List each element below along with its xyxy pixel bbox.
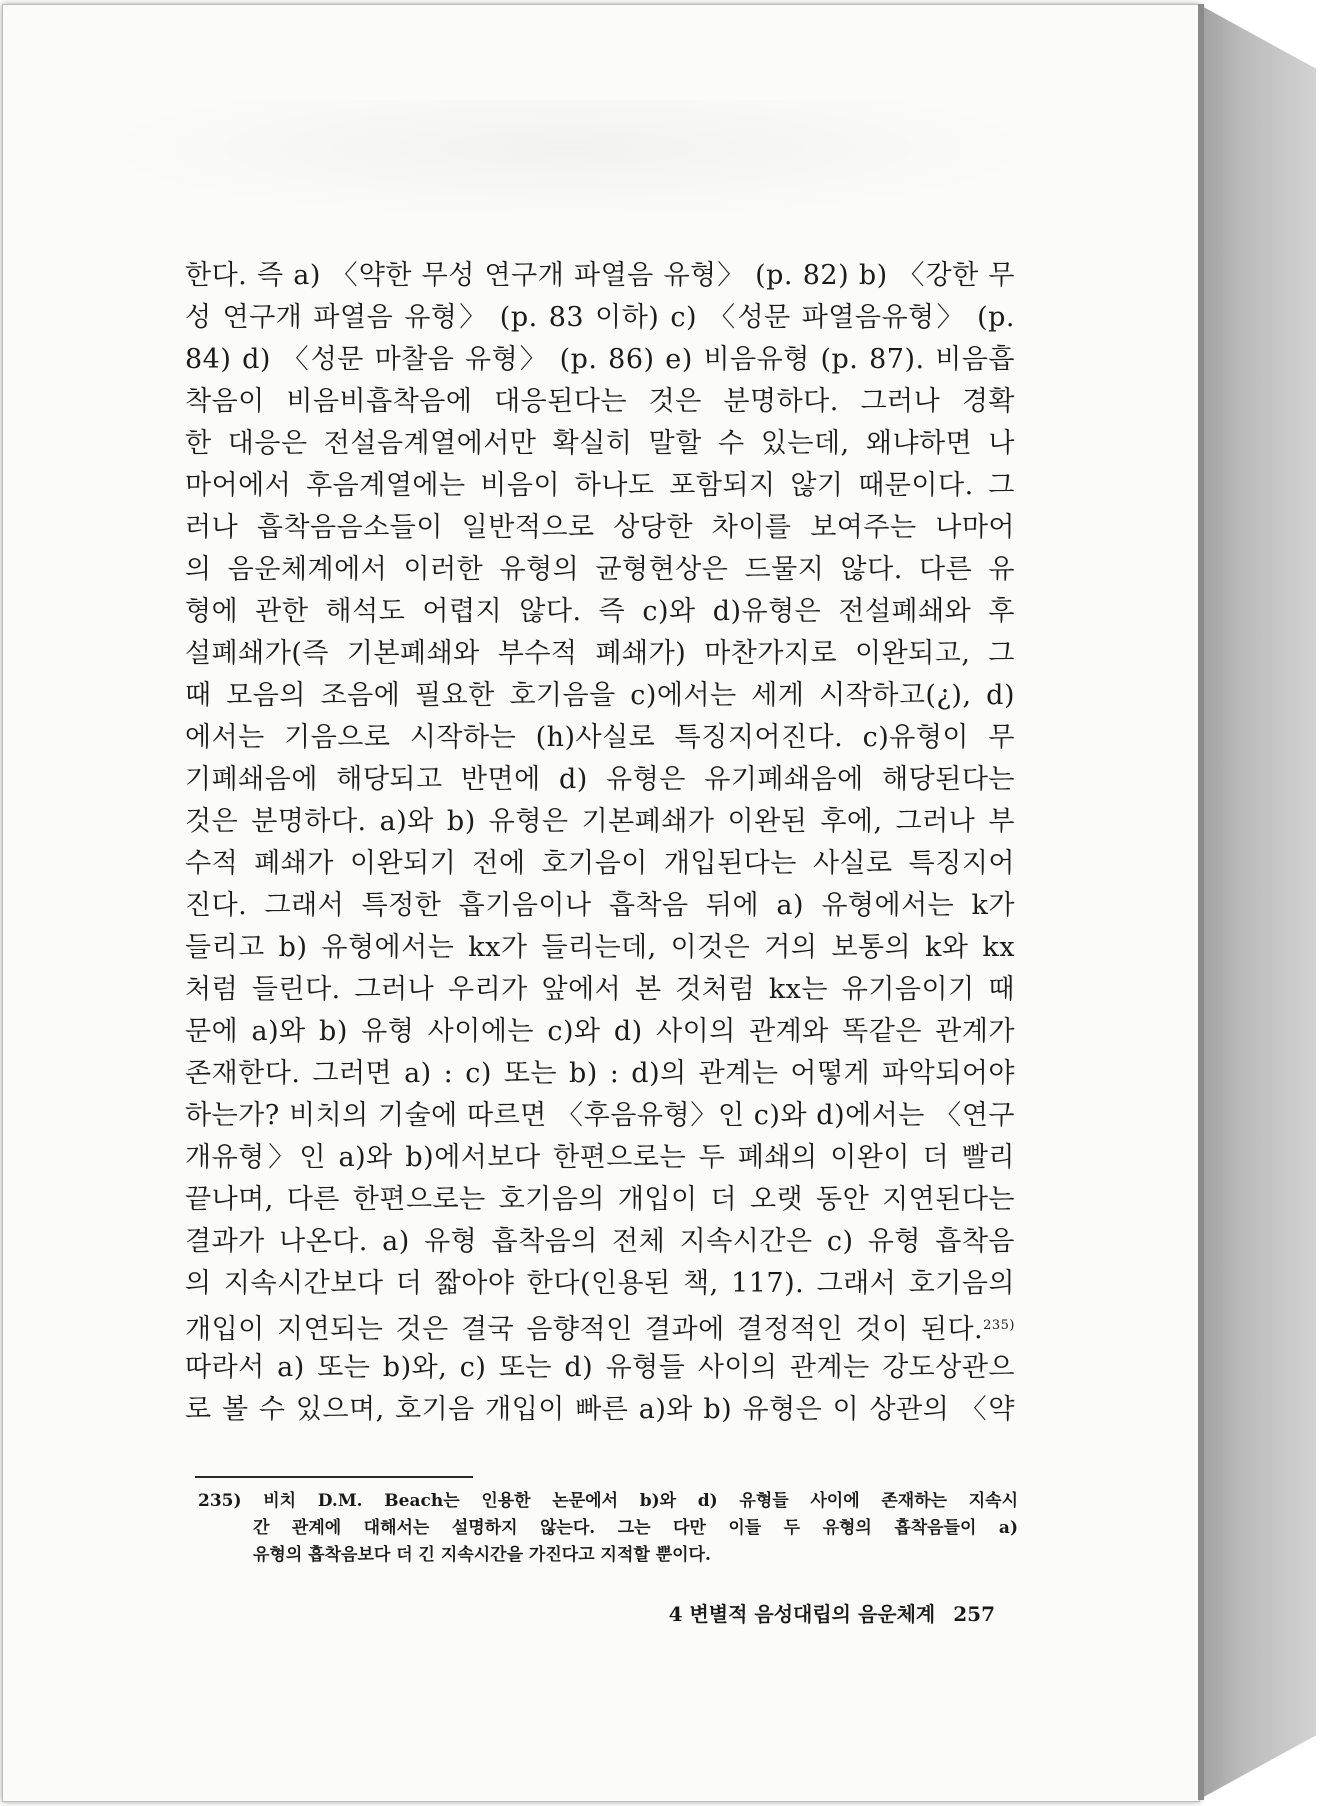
text-line: 러나 흡착음음소들이 일반적으로 상당한 차이를 보여주는 나마어 — [185, 512, 1015, 543]
text-line: 한 대응은 전설음계열에서만 확실히 말할 수 있는데, 왜냐하면 나 — [185, 428, 1015, 459]
text-line: 로 볼 수 있으며, 호기음 개입이 빠른 a)와 b) 유형은 이 상관의 〈약 — [185, 1394, 1015, 1425]
text-line: 들리고 b) 유형에서는 kx가 들리는데, 이것은 거의 보통의 k와 kx — [185, 932, 1015, 963]
text-line-content: 개입이 지연되는 것은 결국 음향적인 결과에 결정적인 것이 된다. — [185, 1314, 984, 1345]
text-line: 처럼 들린다. 그러나 우리가 앞에서 본 것처럼 kx는 유기음이기 때 — [185, 974, 1015, 1005]
text-line: 형에 관한 해석도 어렵지 않다. 즉 c)와 d)유형은 전설폐쇄와 후 — [185, 596, 1015, 627]
text-line: 따라서 a) 또는 b)와, c) 또는 d) 유형들 사이의 관계는 강도상관으 — [185, 1352, 1015, 1383]
body-text — [185, 255, 1015, 1431]
text-line: 때 모음의 조음에 필요한 호기음을 c)에서는 세게 시작하고(¿), d) — [185, 680, 1015, 711]
chapter-title: 4 변별적 음성대립의 음운체계 — [668, 1602, 936, 1626]
text-line: 기폐쇄음에 해당되고 반면에 d) 유형은 유기폐쇄음에 해당된다는 — [185, 764, 1015, 795]
text-line: 설폐쇄가(즉 기본폐쇄와 부수적 폐쇄가) 마찬가지로 이완되고, 그 — [185, 638, 1015, 669]
text-line: 문에 a)와 b) 유형 사이에는 c)와 d) 사이의 관계와 똑같은 관계가 — [185, 1016, 1015, 1047]
footnote-reference: 235) — [983, 1318, 1015, 1333]
text-line: 성 연구개 파열음 유형〉 (p. 83 이하) c) 〈성문 파열음유형〉 (p. — [185, 302, 1015, 333]
scan-smudge — [83, 100, 1053, 220]
text-line: 것은 분명하다. a)와 b) 유형은 기본폐쇄가 이완된 후에, 그러나 부 — [185, 806, 1015, 837]
text-line: 에서는 기음으로 시작하는 (h)사실로 특징지어진다. c)유형이 무 — [185, 722, 1015, 753]
text-line: 한다. 즉 a) 〈약한 무성 연구개 파열음 유형〉 (p. 82) b) 〈강한 무 — [185, 260, 1015, 291]
footnote-line: 간 관계에 대해서는 설명하지 않는다. 그는 다만 이들 두 유형의 흡착음들이 a) — [253, 1518, 1018, 1538]
footnote-rule — [195, 1476, 473, 1478]
footnote — [198, 1488, 1018, 1569]
footnote-text: 비치 D.M. Beach는 인용한 논문에서 b)와 d) 유형들 사이에 존재하는 지속시 — [263, 1491, 1018, 1511]
footnote-line: 유형의 흡착음보다 더 긴 지속시간을 가진다고 지적할 뿐이다. — [253, 1545, 711, 1565]
running-footer — [600, 1600, 995, 1628]
text-line: 착음이 비음비흡착음에 대응된다는 것은 분명하다. 그러나 경확 — [185, 386, 1015, 417]
text-line: 진다. 그래서 특정한 흡기음이나 흡착음 뒤에 a) 유형에서는 k가 — [185, 890, 1015, 921]
page-edge-shadow — [1198, 4, 1204, 1800]
text-line: 개유형〉인 a)와 b)에서보다 한편으로는 두 폐쇄의 이완이 더 빨리 — [185, 1142, 1015, 1173]
text-line: 하는가? 비치의 기술에 따르면 〈후음유형〉인 c)와 d)에서는 〈연구 — [185, 1100, 1015, 1131]
footnote-line — [198, 1488, 1018, 1515]
text-line: 수적 폐쇄가 이완되기 전에 호기음이 개입된다는 사실로 특징지어 — [185, 848, 1015, 879]
text-line: 마어에서 후음계열에는 비음이 하나도 포함되지 않기 때문이다. 그 — [185, 470, 1015, 501]
text-line — [185, 1305, 1015, 1347]
page-number: 257 — [953, 1602, 995, 1626]
page-stack-edge — [1198, 4, 1316, 1800]
text-line: 의 음운체계에서 이러한 유형의 균형현상은 드물지 않다. 다른 유 — [185, 554, 1015, 585]
text-line: 84) d) 〈성문 마찰음 유형〉 (p. 86) e) 비음유형 (p. 87). 비음흡 — [185, 344, 1015, 375]
text-line: 결과가 나온다. a) 유형 흡착음의 전체 지속시간은 c) 유형 흡착음 — [185, 1226, 1015, 1257]
text-line: 의 지속시간보다 더 짧아야 한다(인용된 책, 117). 그래서 호기음의 — [185, 1268, 1015, 1299]
footnote-number: 235) — [198, 1491, 242, 1511]
text-line: 끝나며, 다른 한편으로는 호기음의 개입이 더 오랫 동안 지연된다는 — [185, 1184, 1015, 1215]
text-line: 존재한다. 그러면 a) : c) 또는 b) : d)의 관계는 어떻게 파악되어야 — [185, 1058, 1015, 1089]
